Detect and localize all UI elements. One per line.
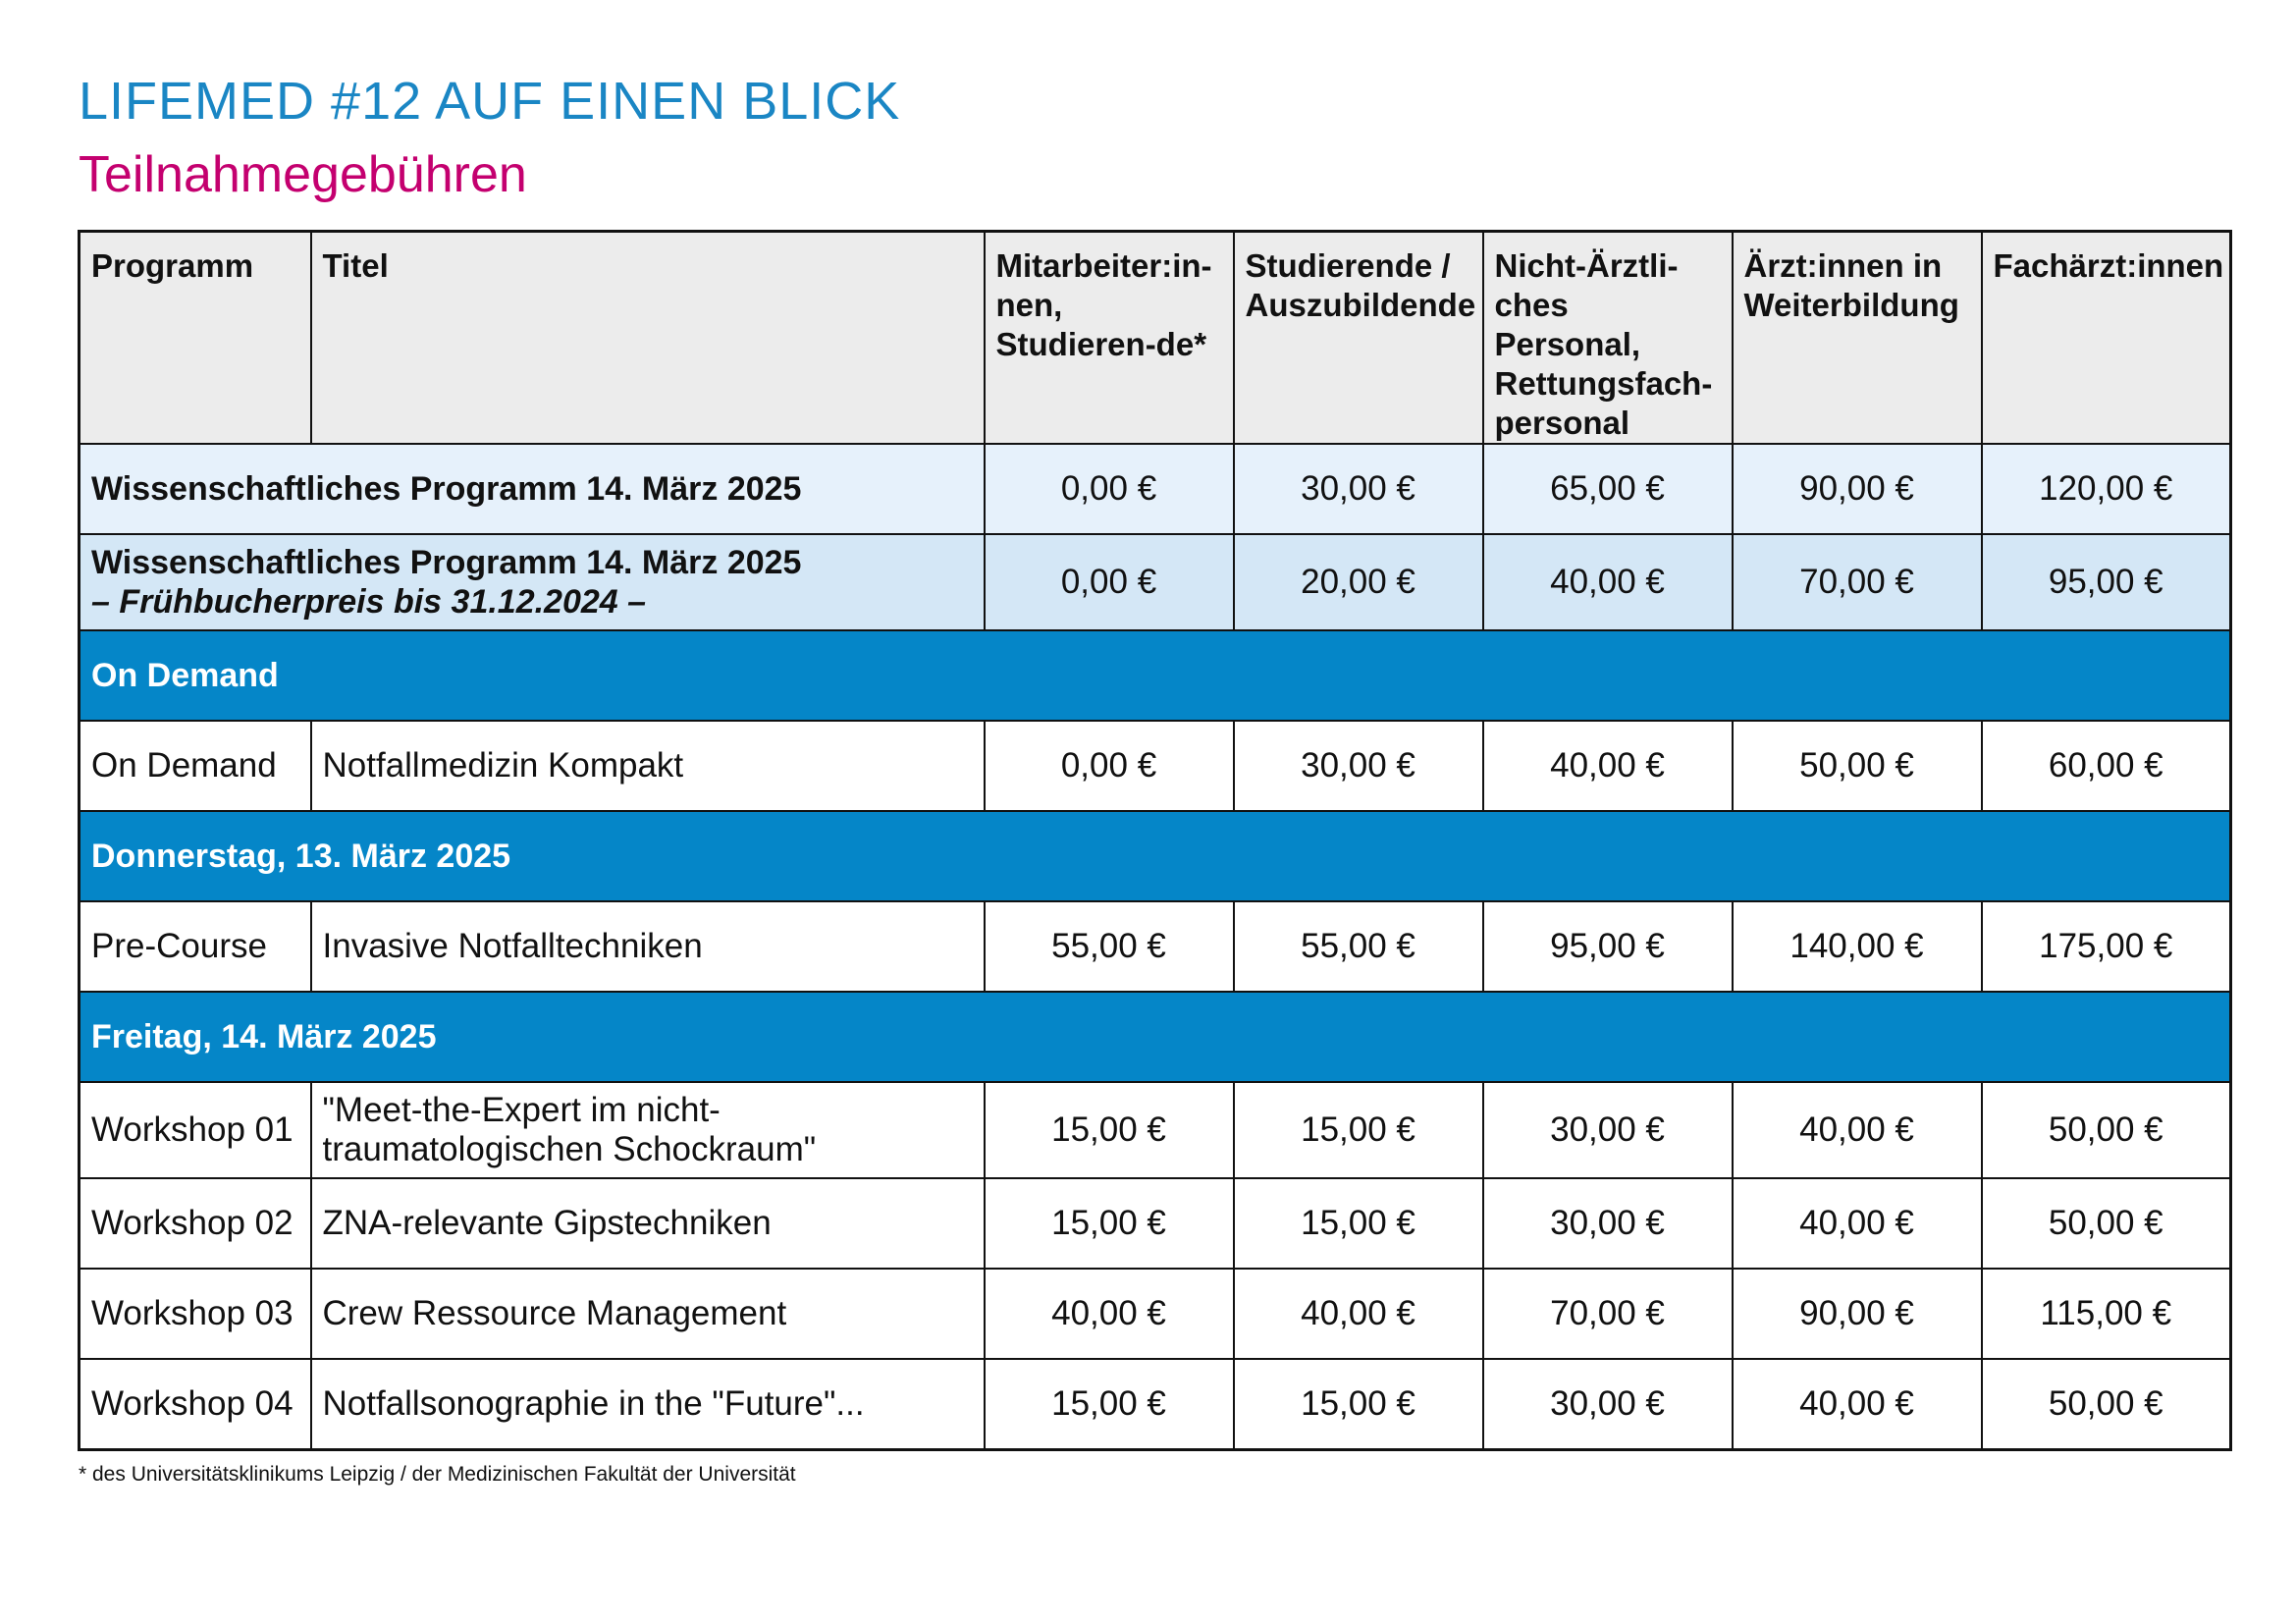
column-header-title: Titel xyxy=(311,232,985,445)
price-cell: 140,00 € xyxy=(1733,901,1982,992)
price-cell: 0,00 € xyxy=(985,721,1234,811)
title-cell: Crew Ressource Management xyxy=(311,1269,985,1359)
price-cell: 40,00 € xyxy=(1733,1359,1982,1450)
title-cell: Notfallmedizin Kompakt xyxy=(311,721,985,811)
price-cell: 30,00 € xyxy=(1483,1082,1733,1178)
price-cell: 60,00 € xyxy=(1982,721,2231,811)
price-cell: 15,00 € xyxy=(985,1359,1234,1450)
early-bird-note: – Frühbucherpreis bis 31.12.2024 – xyxy=(91,583,647,621)
scientific-program-early-bird-row xyxy=(80,534,2231,630)
price-cell: 30,00 € xyxy=(1483,1178,1733,1269)
section-header-on-demand xyxy=(80,630,2231,721)
price-cell: 115,00 € xyxy=(1982,1269,2231,1359)
title-cell: "Meet-the-Expert im nicht-traumatologischen Schockraum" xyxy=(311,1082,985,1178)
program-cell: Workshop 02 xyxy=(80,1178,311,1269)
price-cell: 55,00 € xyxy=(1234,901,1483,992)
table-row xyxy=(80,1269,2231,1359)
price-cell: 95,00 € xyxy=(1483,901,1733,992)
fee-table xyxy=(78,230,2232,1451)
section-title: Donnerstag, 13. März 2025 xyxy=(80,811,2231,901)
column-header-doctors-in-training: Ärzt:innen in Weiterbildung xyxy=(1733,232,1982,445)
price-cell: 40,00 € xyxy=(1483,534,1733,630)
table-row xyxy=(80,1359,2231,1450)
price-cell: 50,00 € xyxy=(1982,1359,2231,1450)
program-cell: On Demand xyxy=(80,721,311,811)
column-header-students-trainees: Studierende / Auszubildende xyxy=(1234,232,1483,445)
price-cell: 70,00 € xyxy=(1483,1269,1733,1359)
price-cell: 15,00 € xyxy=(1234,1359,1483,1450)
price-cell: 50,00 € xyxy=(1733,721,1982,811)
column-header-program: Programm xyxy=(80,232,311,445)
price-cell: 70,00 € xyxy=(1733,534,1982,630)
price-cell: 55,00 € xyxy=(985,901,1234,992)
section-header-thursday xyxy=(80,811,2231,901)
table-row xyxy=(80,901,2231,992)
price-cell: 95,00 € xyxy=(1982,534,2231,630)
price-cell: 20,00 € xyxy=(1234,534,1483,630)
program-cell: Workshop 03 xyxy=(80,1269,311,1359)
title-cell: ZNA-relevante Gipstechniken xyxy=(311,1178,985,1269)
scientific-program-label: Wissenschaftliches Programm 14. März 2025 xyxy=(91,544,802,581)
price-cell: 40,00 € xyxy=(1483,721,1733,811)
price-cell: 30,00 € xyxy=(1483,1359,1733,1450)
price-cell: 40,00 € xyxy=(985,1269,1234,1359)
price-cell: 0,00 € xyxy=(985,534,1234,630)
price-cell: 15,00 € xyxy=(1234,1178,1483,1269)
table-row xyxy=(80,1082,2231,1178)
table-row xyxy=(80,1178,2231,1269)
title-cell: Invasive Notfalltechniken xyxy=(311,901,985,992)
price-cell: 15,00 € xyxy=(1234,1082,1483,1178)
page-title: LIFEMED #12 AUF EINEN BLICK xyxy=(79,72,901,131)
price-cell: 50,00 € xyxy=(1982,1178,2231,1269)
program-cell: Pre-Course xyxy=(80,901,311,992)
scientific-program-label: Wissenschaftliches Programm 14. März 2025 xyxy=(80,444,985,534)
price-cell: 0,00 € xyxy=(985,444,1234,534)
section-title: Freitag, 14. März 2025 xyxy=(80,992,2231,1082)
program-cell: Workshop 04 xyxy=(80,1359,311,1450)
section-header-friday xyxy=(80,992,2231,1082)
price-cell: 15,00 € xyxy=(985,1178,1234,1269)
price-cell: 50,00 € xyxy=(1982,1082,2231,1178)
scientific-program-row xyxy=(80,444,2231,534)
price-cell: 120,00 € xyxy=(1982,444,2231,534)
price-cell: 40,00 € xyxy=(1733,1082,1982,1178)
column-header-staff-students: Mitarbeiter:in-nen, Studieren-de* xyxy=(985,232,1234,445)
price-cell: 30,00 € xyxy=(1234,721,1483,811)
price-cell: 90,00 € xyxy=(1733,1269,1982,1359)
section-title: On Demand xyxy=(80,630,2231,721)
column-header-specialists: Fachärzt:innen xyxy=(1982,232,2231,445)
price-cell: 30,00 € xyxy=(1234,444,1483,534)
column-header-non-medical-staff: Nicht-Ärztli-ches Personal, Rettungsfach-personal xyxy=(1483,232,1733,445)
title-cell: Notfallsonographie in the "Future"... xyxy=(311,1359,985,1450)
price-cell: 175,00 € xyxy=(1982,901,2231,992)
price-cell: 65,00 € xyxy=(1483,444,1733,534)
footnote: * des Universitätsklinikums Leipzig / der Medizinischen Fakultät der Universität xyxy=(79,1463,796,1486)
program-cell: Workshop 01 xyxy=(80,1082,311,1178)
price-cell: 40,00 € xyxy=(1733,1178,1982,1269)
price-cell: 40,00 € xyxy=(1234,1269,1483,1359)
page-subtitle: Teilnahmegebühren xyxy=(79,146,527,203)
price-cell: 15,00 € xyxy=(985,1082,1234,1178)
scientific-program-early-bird-label xyxy=(80,534,985,630)
price-cell: 90,00 € xyxy=(1733,444,1982,534)
table-row xyxy=(80,721,2231,811)
table-header-row xyxy=(80,232,2231,445)
